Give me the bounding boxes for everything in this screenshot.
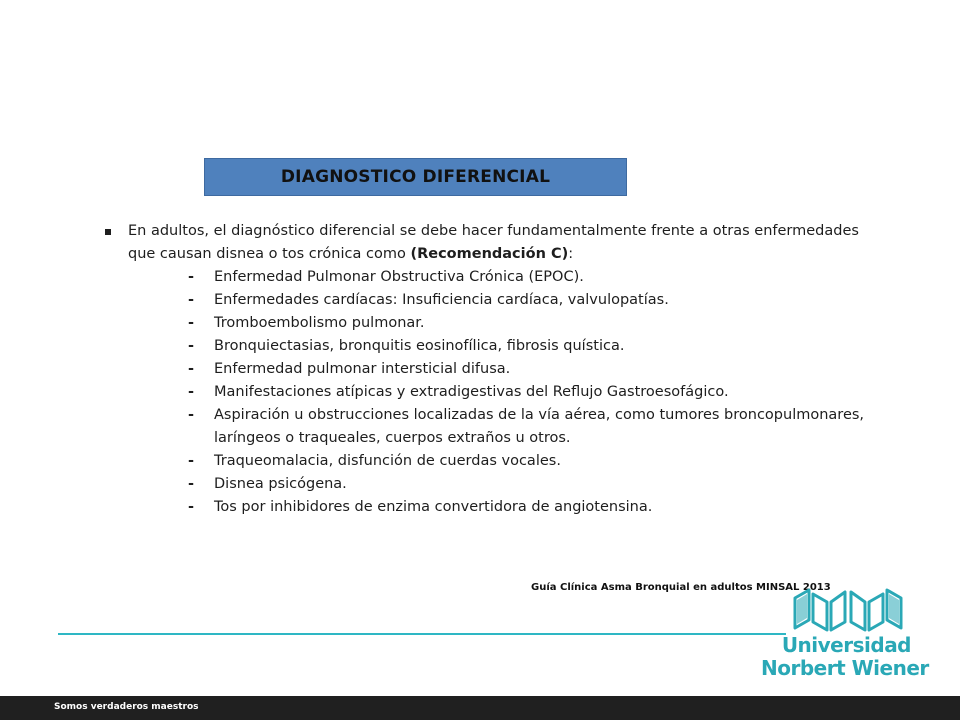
dash-bullet: -: [188, 407, 195, 423]
list-item: [184, 335, 870, 358]
list-item: [184, 404, 870, 450]
footer-bar: [0, 696, 960, 720]
dash-bullet: -: [188, 269, 195, 285]
list-item: [184, 358, 870, 381]
dash-bullet: -: [188, 315, 195, 331]
dash-bullet: -: [188, 453, 195, 469]
slide-content: [100, 220, 870, 519]
list-item-text: Aspiración u obstrucciones localizadas de la vía aérea, como tumores broncopulmonares, laríngeos o traqueales, cuerpos extraños u otros.: [214, 407, 865, 446]
citation: Guía Clínica Asma Bronquial en adultos MINSAL 2013: [531, 582, 831, 593]
logo-text-line-1: Universidad: [781, 633, 911, 657]
university-logo: [761, 588, 929, 688]
intro-line-2-prefix: que causan disnea o tos crónica como: [128, 246, 411, 262]
square-bullet-icon: [105, 229, 111, 235]
list-item: [184, 312, 870, 335]
footer-tagline: Somos verdaderos maestros: [54, 702, 199, 712]
list-item: [184, 473, 870, 496]
recommendation-label: (Recomendación C): [410, 246, 569, 262]
list-item-text: Tos por inhibidores de enzima convertidora de angiotensina.: [214, 499, 653, 515]
intro-line-2-suffix: :: [568, 246, 574, 262]
slide-title: DIAGNOSTICO DIFERENCIAL: [280, 167, 551, 187]
list-item: [184, 289, 870, 312]
title-box: [204, 158, 627, 196]
intro-paragraph: [100, 220, 870, 266]
book-pages-icon: [793, 588, 905, 632]
dash-bullet: -: [188, 292, 195, 308]
list-item-text: Bronquiectasias, bronquitis eosinofílica, fibrosis quística.: [214, 338, 625, 354]
logo-text-line-2: Norbert Wiener: [761, 656, 929, 680]
dash-bullet: -: [188, 338, 195, 354]
list-item-text: Tromboembolismo pulmonar.: [214, 315, 425, 331]
dash-bullet: -: [188, 361, 195, 377]
list-item: [184, 496, 870, 519]
list-item-text: Enfermedades cardíacas: Insuficiencia cardíaca, valvulopatías.: [214, 292, 669, 308]
list-item-text: Manifestaciones atípicas y extradigestivas del Reflujo Gastroesofágico.: [214, 384, 729, 400]
list-item: [184, 266, 870, 289]
list-item-text: Enfermedad pulmonar intersticial difusa.: [214, 361, 511, 377]
list-item-text: Enfermedad Pulmonar Obstructiva Crónica (EPOC).: [214, 269, 584, 285]
dash-bullet: -: [188, 476, 195, 492]
diagnosis-list: [184, 266, 870, 519]
dash-bullet: -: [188, 384, 195, 400]
list-item: [184, 450, 870, 473]
divider-line: [58, 633, 786, 635]
dash-bullet: -: [188, 499, 195, 515]
list-item: [184, 381, 870, 404]
list-item-text: Traqueomalacia, disfunción de cuerdas vocales.: [214, 453, 561, 469]
list-item-text: Disnea psicógena.: [214, 476, 347, 492]
intro-line-1: En adultos, el diagnóstico diferencial se debe hacer fundamentalmente frente a otras enfermedades: [128, 223, 859, 239]
